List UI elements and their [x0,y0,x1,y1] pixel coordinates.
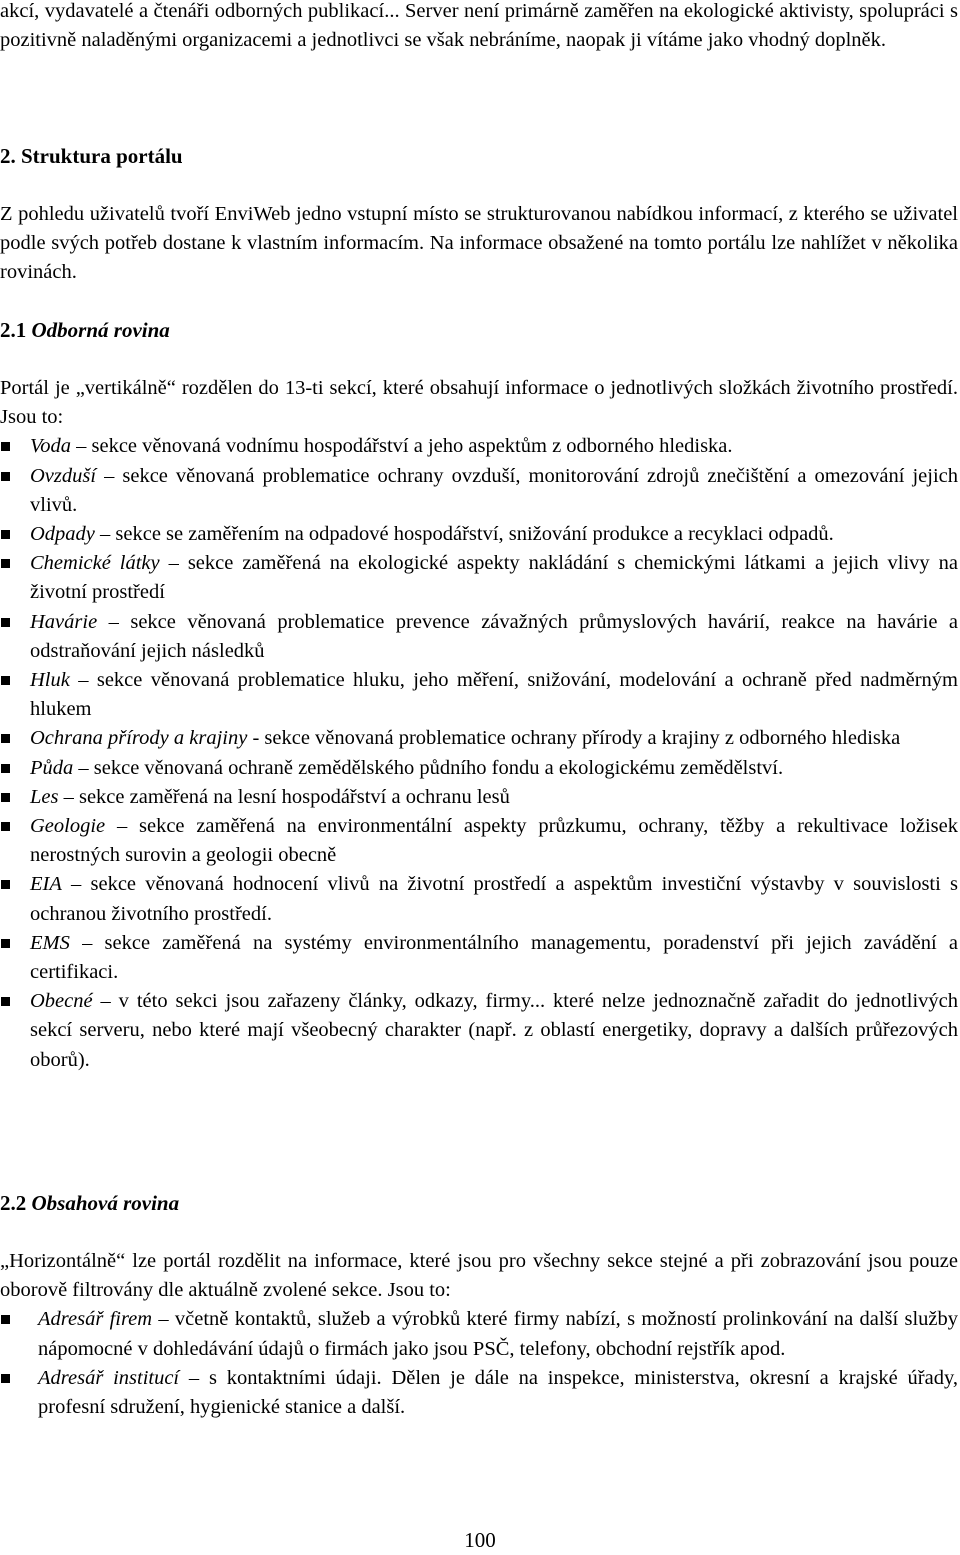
bullet-square-icon [1,530,10,539]
list-item-term: EMS [30,931,70,954]
bullet-square-icon [1,676,10,685]
list-item [0,783,958,812]
bullet-square-icon [1,618,10,627]
bullet-square-icon [1,939,10,948]
list-item-term: Ochrana přírody a krajiny [30,727,248,750]
section-2-2-number: 2.2 [0,1191,27,1215]
list-item-term: Odpady [30,523,95,546]
bullet-square-icon [1,997,10,1006]
list-item-text: – včetně kontaktů, služeb a výrobků které firmy nabízí, s možností prolinkování na další služby nápomocné v dohledávání údajů o firmách jako jsou PSČ, telefony, obchodní rejstřík apod. [38,1308,958,1360]
list-item [0,929,958,987]
bullet-square-icon [1,764,10,773]
section-2-body [0,200,958,288]
list-item [0,870,958,928]
list-item-text: – sekce věnovaná problematice prevence závažných průmyslových havárií, reakce na havárie a odstraňování jejich následků [30,610,958,662]
list-item [0,754,958,783]
intro-block [0,0,958,55]
bullet-square-icon [1,1315,10,1324]
bullet-square-icon [1,472,10,481]
section-2-2-heading-wrap [0,1189,958,1218]
bullet-square-icon [1,880,10,889]
section-2-1-heading-wrap [0,316,958,345]
list-item-term: Chemické látky [30,552,160,575]
list-item-text: – sekce věnovaná ochraně zemědělského půdního fondu a ekologickému zemědělství. [73,756,784,779]
list-item [0,666,958,724]
bullet-square-icon [1,559,10,568]
section-2-2-heading [0,1189,958,1218]
section-2-1-body [0,374,958,1075]
bullet-square-icon [1,442,10,451]
bullet-square-icon [1,1374,10,1383]
list-item-term: Geologie [30,815,106,838]
list-item [0,1364,958,1422]
list-item-term: Obecné [30,990,93,1013]
list-item-term: Ovzduší [30,464,97,487]
list-item [0,520,958,549]
intro-paragraph: akcí, vydavatelé a čtenáři odborných publikací... Server není primárně zaměřen na ekologické aktivisty, spolupráci s pozitivně naladěnými organizacemi a jednotlivci se však nebráníme, naopak ji vítáme jako vhodný doplněk. [0,0,958,52]
list-item [0,549,958,607]
bullet-square-icon [1,734,10,743]
list-item [0,462,958,520]
list-item [0,724,958,753]
list-item-text: – sekce zaměřená na ekologické aspekty nakládání s chemickými látkami a jejich vlivy na životní prostředí [30,552,958,604]
section-2-2-intro: „Horizontálně“ lze portál rozdělit na informace, které jsou pro všechny sekce stejné a při zobrazování jsou pouze oborově filtrovány dle aktuálně zvolené sekce. Jsou to: [0,1250,958,1302]
list-item-term: EIA [30,873,62,896]
section-2-paragraph: Z pohledu uživatelů tvoří EnviWeb jedno vstupní místo se strukturovanou nabídkou informací, z kterého se uživatel podle svých potřeb dostane k vlastním informacím. Na informace obsažené na tomto portálu lze nahlížet v několika rovinách. [0,203,958,284]
list-item-text: - sekce věnovaná problematice ochrany přírody a krajiny z odborného hlediska [247,727,901,750]
list-item-text: – sekce zaměřená na lesní hospodářství a ochranu lesů [58,785,510,808]
bullet-square-icon [1,822,10,831]
section-2-2-list [0,1305,958,1422]
section-2-1-title: Odborná rovina [31,318,170,342]
list-item-text: – sekce věnovaná vodnímu hospodářství a jeho aspektům z odborného hlediska. [71,435,733,458]
list-item-term: Hluk [30,669,70,692]
section-2-2-title: Obsahová rovina [31,1191,180,1215]
list-item [0,1305,958,1363]
section-2-1-list [0,432,958,1074]
list-item-term: Havárie [30,610,98,633]
section-2 [0,142,958,171]
list-item-text: – sekce věnovaná hodnocení vlivů na životní prostředí a aspektům investiční výstavby v souvislosti s ochranou životního prostředí. [30,873,958,925]
list-item [0,432,958,461]
list-item-text: – sekce zaměřená na systémy environmentálního managementu, poradenství při jejich zavádění a certifikaci. [30,931,958,984]
section-2-2-body [0,1247,958,1422]
list-item-term: Voda [30,435,71,458]
bullet-square-icon [1,793,10,802]
list-item-text: – s kontaktními údaji. Dělen je dále na inspekce, ministerstva, okresní a krajské úřady, profesní sdružení, hygienické stanice a další. [38,1366,958,1419]
list-item-term: Adresář firem [38,1308,153,1331]
list-item-text: – sekce věnovaná problematice ochrany ovzduší, monitorování zdrojů znečištění a omezování jejich vlivů. [30,464,958,516]
section-2-1-heading [0,316,958,345]
list-item-text: – sekce věnovaná problematice hluku, jeho měření, snižování, modelování a ochraně před nadměrným hlukem [30,669,958,721]
section-2-heading: 2. Struktura portálu [0,144,183,168]
section-2-1-number: 2.1 [0,318,27,342]
list-item [0,987,958,1075]
list-item-text: – sekce se zaměřením na odpadové hospodářství, snižování produkce a recyklaci odpadů. [94,523,834,546]
list-item-text: – sekce zaměřená na environmentální aspekty průzkumu, ochrany, těžby a rekultivace ložisek nerostných surovin a geologii obecně [30,815,958,867]
list-item-term: Půda [30,756,74,779]
list-item [0,812,958,870]
list-item-term: Adresář institucí [38,1366,180,1389]
list-item-text: – v této sekci jsou zařazeny články, odkazy, firmy... které nelze jednoznačně zařadit do jednotlivých sekcí serveru, nebo které mají všeobecný charakter (např. z oblastí energetiky, dopravy a dalších průřezových oborů). [30,990,958,1071]
section-2-1-intro: Portál je „vertikálně“ rozdělen do 13-ti sekcí, které obsahují informace o jednotlivých složkách životního prostředí. Jsou to: [0,377,958,429]
list-item-term: Les [30,785,59,808]
page-number: 100 [464,1528,496,1552]
list-item [0,608,958,666]
